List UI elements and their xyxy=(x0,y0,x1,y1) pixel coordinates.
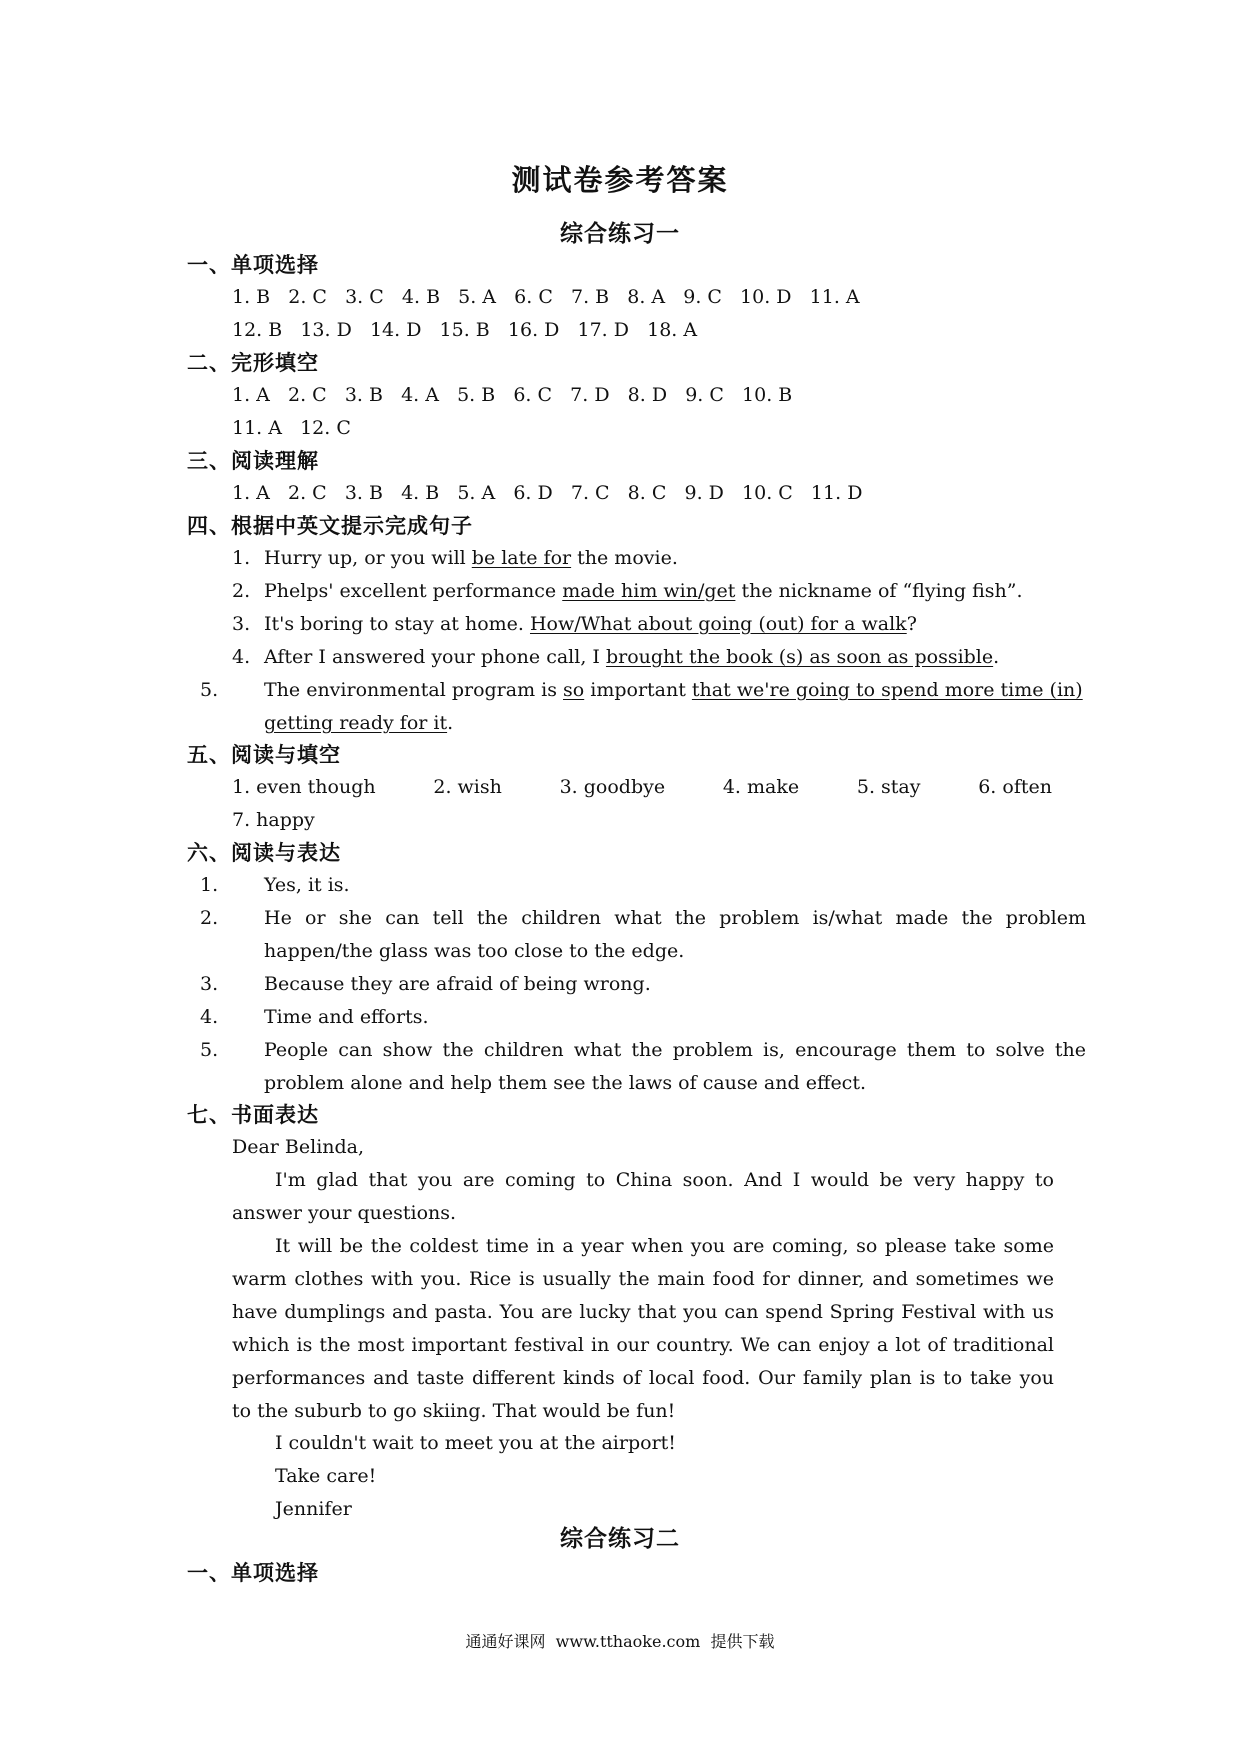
item-text: It's boring to stay at home. xyxy=(264,613,530,635)
expression-item-4 xyxy=(200,1001,1086,1034)
item-number: 4. xyxy=(200,1006,219,1028)
section-2-label: 二、完形填空 xyxy=(187,350,319,375)
item-text: important xyxy=(584,679,692,701)
letter-signature: Jennifer xyxy=(275,1498,352,1520)
sentence-item-4 xyxy=(232,641,1054,674)
sentence-item-5 xyxy=(200,674,1086,740)
item-number: 5. xyxy=(200,1039,219,1061)
fill-answer: 1. even though xyxy=(232,776,376,798)
section-5-answers-row-2: 7. happy xyxy=(232,809,315,831)
section-2-answers-row-1: 1. A 2. C 3. B 4. A 5. B 6. C 7. D 8. D 9. C 10. B xyxy=(232,384,793,406)
item-number: 1. xyxy=(232,547,251,569)
expression-item-2 xyxy=(200,902,1086,968)
answer-underline: that we're going to spend more time (in) getting ready for it xyxy=(264,679,1083,734)
letter-paragraph-2: It will be the coldest time in a year when you are coming, so please take some warm clothes with you. Rice is usually the main food for dinner, and sometimes we have dumplings and pasta. You are lucky that you can spend Spring Festival with us which is the most important festival in our country. We can enjoy a lot of traditional performances and taste different kinds of local food. Our family plan is to take you to the suburb to go skiing. That would be fun! xyxy=(232,1235,1054,1422)
expression-item-5 xyxy=(200,1034,1086,1100)
item-text: ? xyxy=(906,613,917,635)
answer-underline: so xyxy=(563,679,585,701)
section-6-label: 六、阅读与表达 xyxy=(187,840,341,865)
letter-greeting: Dear Belinda, xyxy=(232,1136,365,1158)
fill-answer: 5. stay xyxy=(856,776,921,798)
item-text: . xyxy=(993,646,1000,668)
answer-underline: made him win/get xyxy=(562,580,736,602)
page-footer: 通通好课网 www.tthaoke.com 提供下载 xyxy=(465,1632,775,1651)
item-text: Time and efforts. xyxy=(264,1006,429,1028)
item-text: After I answered your phone call, I xyxy=(264,646,606,668)
section-1-label: 一、单项选择 xyxy=(187,252,319,277)
section-1-answers-row-1: 1. B 2. C 3. C 4. B 5. A 6. C 7. B 8. A 9. C 10. D 11. A xyxy=(232,286,860,308)
section-1-answers-row-2: 12. B 13. D 14. D 15. B 16. D 17. D 18. A xyxy=(232,319,698,341)
expression-item-1 xyxy=(200,869,1086,902)
item-number: 4. xyxy=(232,646,251,668)
sentence-item-1 xyxy=(232,542,1054,575)
item-number: 5. xyxy=(200,679,219,701)
letter-paragraph-3: I couldn't wait to meet you at the airport! xyxy=(275,1432,676,1454)
item-number: 3. xyxy=(232,613,251,635)
item-number: 3. xyxy=(200,973,219,995)
item-text: He or she can tell the children what the problem is/what made the problem happen/the glass was too close to the edge. xyxy=(264,907,1086,962)
item-text: Hurry up, or you will xyxy=(264,547,472,569)
answer-underline: be late for xyxy=(471,547,572,569)
page-title: 测试卷参考答案 xyxy=(511,163,729,197)
letter-closing: Take care! xyxy=(275,1465,377,1487)
section-4-label: 四、根据中英文提示完成句子 xyxy=(187,513,473,538)
fill-answer: 4. make xyxy=(722,776,800,798)
item-text: People can show the children what the problem is, encourage them to solve the problem alone and help them see the laws of cause and effect. xyxy=(264,1039,1086,1094)
item-text: the movie. xyxy=(571,547,678,569)
item-text: the nickname of “flying fish”. xyxy=(735,580,1023,602)
answer-underline: How/What about going (out) for a walk xyxy=(529,613,907,635)
section-5-answers-row-1 xyxy=(232,778,1052,797)
expression-item-3 xyxy=(200,968,1086,1001)
section-5-label: 五、阅读与填空 xyxy=(187,742,341,767)
item-text: . xyxy=(447,712,454,734)
fill-answer: 6. often xyxy=(978,776,1052,798)
sentence-item-2 xyxy=(232,575,1054,608)
section-2-answers-row-2: 11. A 12. C xyxy=(232,417,351,439)
item-number: 2. xyxy=(200,907,219,929)
item-text: Because they are afraid of being wrong. xyxy=(264,973,651,995)
fill-answer: 3. goodbye xyxy=(559,776,666,798)
section-3-answers-row-1: 1. A 2. C 3. B 4. B 5. A 6. D 7. C 8. C 9. D 10. C 11. D xyxy=(232,482,863,504)
item-text: Phelps' excellent performance xyxy=(264,580,563,602)
item-text: The environmental program is xyxy=(264,679,563,701)
exercise-one-heading: 综合练习一 xyxy=(560,220,680,247)
exercise-two-section-1-label: 一、单项选择 xyxy=(187,1560,319,1585)
section-3-label: 三、阅读理解 xyxy=(187,448,319,473)
answer-underline: brought the book (s) as soon as possible xyxy=(605,646,994,668)
exercise-two-heading: 综合练习二 xyxy=(560,1525,680,1552)
fill-answer: 2. wish xyxy=(433,776,502,798)
item-text: Yes, it is. xyxy=(264,874,350,896)
item-number: 2. xyxy=(232,580,251,602)
letter-paragraph-1: I'm glad that you are coming to China soon. And I would be very happy to answer your questions. xyxy=(232,1169,1054,1224)
item-number: 1. xyxy=(200,874,219,896)
section-7-label: 七、书面表达 xyxy=(187,1102,319,1127)
sentence-item-3 xyxy=(232,608,1054,641)
